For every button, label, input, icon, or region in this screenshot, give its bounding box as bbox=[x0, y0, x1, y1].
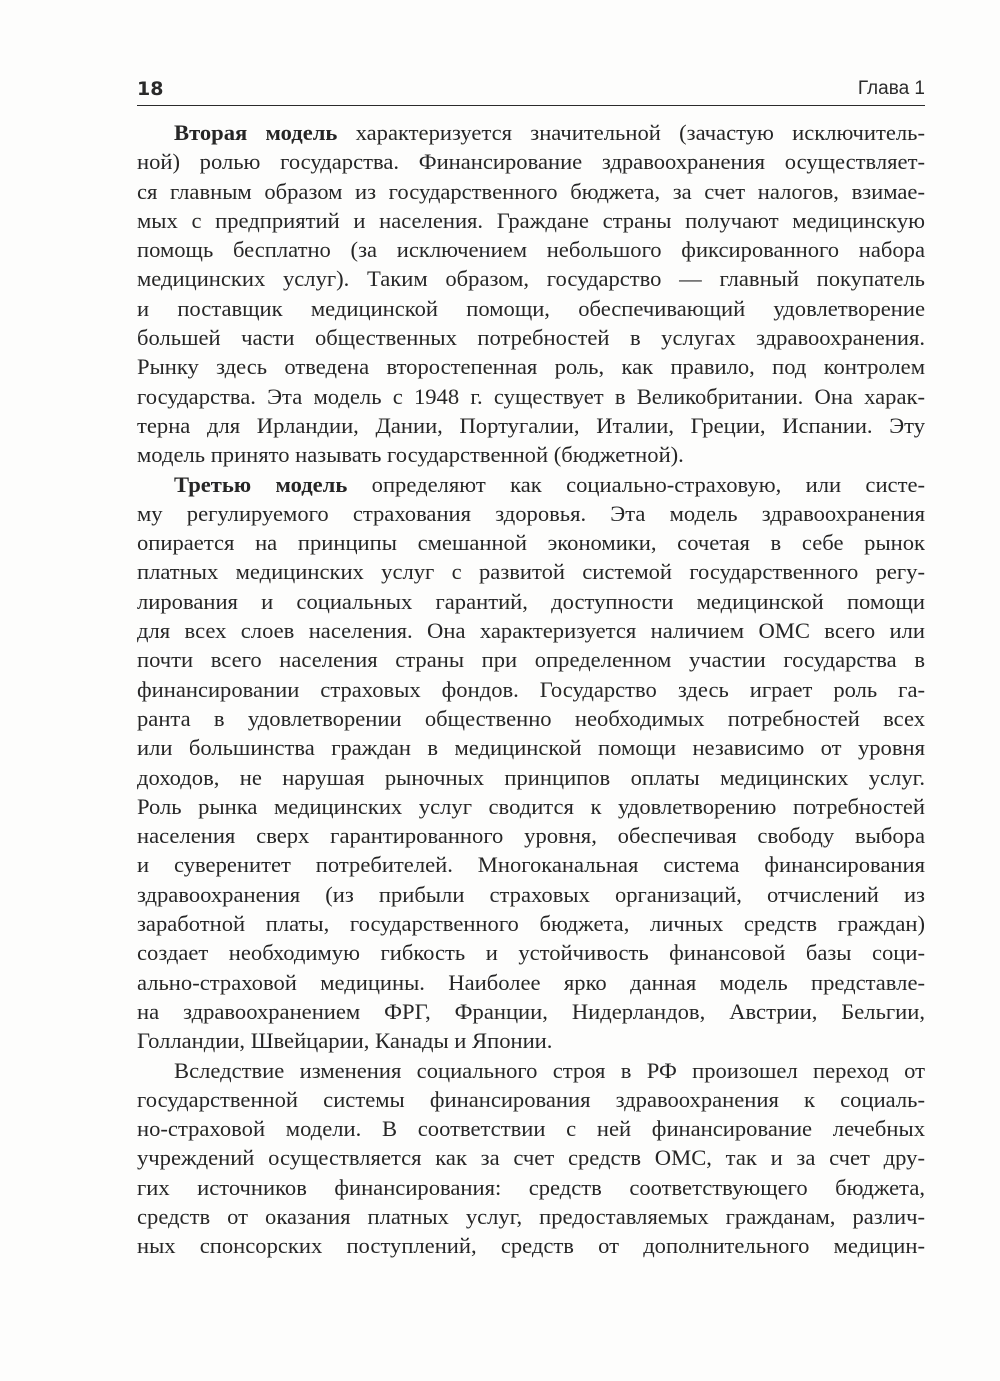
line-text: учреждений осуществляется как за счет средств ОМС, так и за счет дру- bbox=[137, 1145, 925, 1171]
header-rule bbox=[137, 105, 925, 106]
text-line bbox=[137, 909, 925, 938]
running-head bbox=[137, 74, 925, 104]
line-text: населения сверх гарантированного уровня, обеспечивая свободу выбора bbox=[137, 823, 925, 849]
text-line bbox=[137, 1173, 925, 1202]
text-line bbox=[137, 938, 925, 967]
text-line bbox=[137, 206, 925, 235]
line-text: му регулируемого страхования здоровья. Эта модель здравоохранения bbox=[137, 500, 925, 526]
line-text: определяют как социально-страховую, или систе- bbox=[347, 471, 925, 497]
line-text: на здравоохранением ФРГ, Франции, Нидерландов, Австрии, Бельгии, bbox=[137, 998, 925, 1024]
line-text: государственной системы финансирования здравоохранения к социаль- bbox=[137, 1086, 925, 1112]
text-line bbox=[137, 118, 925, 147]
text-line bbox=[137, 704, 925, 733]
line-text: Рынку здесь отведена второстепенная роль, как правило, под контролем bbox=[137, 354, 925, 380]
line-text: или большинства граждан в медицинской помощи независимо от уровня bbox=[137, 735, 925, 761]
text-line bbox=[137, 557, 925, 586]
line-text: финансировании страховых фондов. Государство здесь играет роль га- bbox=[137, 676, 925, 702]
line-text: ранта в удовлетворении общественно необходимых потребностей всех bbox=[137, 705, 925, 731]
line-text: но-страховой модели. В соответствии с ней финансирование лечебных bbox=[137, 1116, 925, 1142]
text-line bbox=[137, 177, 925, 206]
text-line bbox=[137, 763, 925, 792]
text-line bbox=[137, 968, 925, 997]
line-text: платных медицинских услуг с развитой системой государственного регу- bbox=[137, 559, 925, 585]
text-line bbox=[137, 1231, 925, 1260]
text-line bbox=[137, 1085, 925, 1114]
text-line bbox=[137, 616, 925, 645]
model-term: Третью модель bbox=[174, 471, 348, 497]
text-line bbox=[137, 411, 925, 440]
body-text bbox=[137, 118, 925, 1261]
line-text: лирования и социальных гарантий, доступности медицинской помощи bbox=[137, 588, 925, 614]
line-text: характеризуется значительной (зачастую исключитель- bbox=[337, 120, 925, 145]
text-line bbox=[137, 733, 925, 762]
line-text: государства. Эта модель с 1948 г. существует в Великобритании. Она харак- bbox=[137, 383, 925, 409]
text-line bbox=[137, 792, 925, 821]
text-line bbox=[137, 821, 925, 850]
text-line bbox=[137, 440, 925, 469]
line-text: и суверенитет потребителей. Многоканальная система финансирования bbox=[137, 852, 925, 878]
line-text: медицинских услуг). Таким образом, государство — главный покупатель bbox=[137, 266, 925, 292]
line-text: и поставщик медицинской помощи, обеспечивающий удовлетворение bbox=[137, 295, 925, 321]
text-line bbox=[137, 587, 925, 616]
text-line bbox=[137, 323, 925, 352]
chapter-label: Глава 1 bbox=[857, 78, 925, 99]
line-text: ной) ролью государства. Финансирование здравоохранения осуществляет- bbox=[137, 149, 925, 175]
line-text: модель принято называть государственной (бюджетной). bbox=[137, 442, 684, 468]
text-line bbox=[137, 235, 925, 264]
line-text: большей части общественных потребностей в услугах здравоохранения. bbox=[137, 325, 925, 351]
line-text: помощь бесплатно (за исключением небольшого фиксированного набора bbox=[137, 237, 925, 263]
text-line bbox=[137, 1202, 925, 1231]
line-text: доходов, не нарушая рыночных принципов оплаты медицинских услуг. bbox=[137, 764, 925, 790]
text-line bbox=[137, 1056, 925, 1085]
model-term: Вторая модель bbox=[174, 120, 338, 145]
text-line bbox=[137, 1026, 925, 1055]
text-line bbox=[137, 880, 925, 909]
line-text: гих источников финансирования: средств соответствующего бюджета, bbox=[137, 1174, 925, 1200]
line-text: опирается на принципы смешанной экономики, сочетая в себе рынок bbox=[137, 530, 925, 556]
line-text: здравоохранения (из прибыли страховых организаций, отчислений из bbox=[137, 881, 925, 907]
text-line bbox=[137, 675, 925, 704]
text-line bbox=[137, 147, 925, 176]
text-line bbox=[137, 470, 925, 499]
text-line bbox=[137, 352, 925, 381]
text-line bbox=[137, 499, 925, 528]
text-line bbox=[137, 645, 925, 674]
line-text: мых с предприятий и населения. Граждане страны получают медицинскую bbox=[137, 207, 925, 233]
line-text: ных спонсорских поступлений, средств от дополнительного медицин- bbox=[137, 1233, 925, 1259]
line-text: ся главным образом из государственного бюджета, за счет налогов, взимае- bbox=[137, 178, 925, 204]
line-text: средств от оказания платных услуг, предоставляемых гражданам, различ- bbox=[137, 1203, 925, 1229]
line-text: для всех слоев населения. Она характеризуется наличием ОМС всего или bbox=[137, 618, 925, 644]
line-text: Вследствие изменения социального строя в РФ произошел переход от bbox=[174, 1057, 925, 1083]
line-text: Голландии, Швейцарии, Канады и Японии. bbox=[137, 1028, 553, 1054]
text-line bbox=[137, 997, 925, 1026]
text-line bbox=[137, 294, 925, 323]
line-text: создает необходимую гибкость и устойчивость финансовой базы соци- bbox=[137, 940, 925, 966]
line-text: ально-страховой медицины. Наиболее ярко данная модель представле- bbox=[137, 969, 925, 995]
line-text: Роль рынка медицинских услуг сводится к удовлетворению потребностей bbox=[137, 793, 925, 819]
text-line bbox=[137, 1143, 925, 1172]
page-number: 18 bbox=[137, 78, 164, 100]
text-line bbox=[137, 264, 925, 293]
line-text: терна для Ирландии, Дании, Португалии, Италии, Греции, Испании. Эту bbox=[137, 412, 925, 438]
text-line bbox=[137, 382, 925, 411]
line-text: заработной платы, государственного бюджета, личных средств граждан) bbox=[137, 911, 925, 937]
line-text: почти всего населения страны при определенном участии государства в bbox=[137, 647, 925, 673]
text-line bbox=[137, 1114, 925, 1143]
text-line bbox=[137, 850, 925, 879]
text-line bbox=[137, 528, 925, 557]
